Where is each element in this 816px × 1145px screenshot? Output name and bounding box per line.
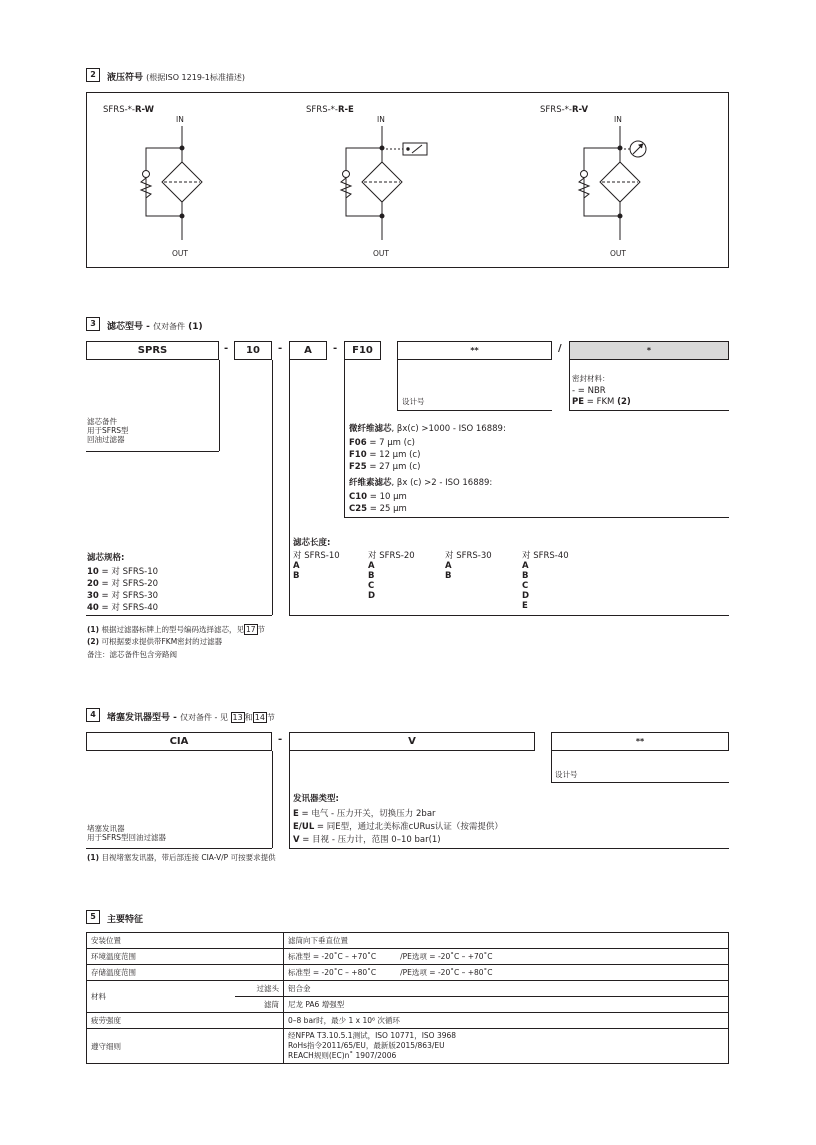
text-span: SFRS-*-: [103, 105, 135, 115]
section-number: 2: [86, 68, 100, 82]
main-features-table: [86, 932, 729, 1064]
bracket-line: [551, 782, 729, 783]
section-number: 5: [86, 910, 100, 924]
bracket-line: [289, 615, 729, 616]
text-span: B: [445, 571, 452, 581]
text-span: 17: [245, 625, 256, 634]
footnote-ref: (1): [188, 322, 203, 332]
spare-element-desc: [87, 417, 129, 444]
seal-option-nbr: - = NBR: [572, 386, 606, 396]
text-span: C25: [349, 504, 368, 514]
text-span: E: [522, 601, 528, 611]
seal-option-fkm: [572, 397, 631, 407]
code-length: A: [289, 341, 327, 360]
code-design: **: [551, 732, 729, 751]
row-value: 0–8 bar时，最少 1 x 10⁶ 次循环: [284, 1013, 729, 1029]
design-number-label: 设计号: [555, 770, 578, 779]
length-col-10: [293, 551, 340, 581]
text-span: , βx (c) >2 - ISO 16889:: [391, 478, 493, 488]
text-span: 回油过滤器: [87, 435, 125, 444]
text-span: 用于SFRS型: [87, 426, 129, 435]
list-item: [87, 566, 158, 578]
out-label: OUT: [172, 249, 188, 258]
section3-notes: [87, 624, 265, 661]
text-span: B: [293, 571, 300, 581]
text-span: 标准型 = -20˚C – +70˚C: [288, 952, 377, 961]
list-item: [87, 590, 158, 602]
text-span: 堵塞发讯器型号 -: [107, 713, 181, 723]
list-item: [293, 821, 503, 834]
out-label: OUT: [373, 249, 389, 258]
subtitle-text: 仅对备件: [153, 322, 186, 331]
text-span: (2): [87, 637, 100, 646]
text-span: = 同E型，通过北美标准cURus认证（按需提供）: [314, 822, 503, 832]
code-size: 10: [234, 341, 272, 360]
text-span: A: [445, 561, 452, 571]
text-span: SFRS-*-: [540, 105, 572, 115]
text-span: 用于SFRS型回油过滤器: [87, 833, 167, 842]
section4-note: [87, 853, 276, 862]
bracket-line: [272, 360, 273, 615]
table-row: [87, 949, 729, 965]
text-span: = 10 μm: [367, 492, 407, 502]
bracket-line: [86, 848, 272, 849]
cellulose-title: [349, 478, 492, 488]
microfibre-list: [349, 437, 420, 473]
in-label: IN: [176, 115, 184, 124]
list-item: [87, 602, 158, 614]
row-value: [284, 949, 729, 965]
text-span: = 12 μm (c): [366, 450, 421, 460]
text-span: = 对 SFRS-10: [98, 567, 159, 577]
text-span: A: [522, 561, 529, 571]
bracket-line: [86, 615, 272, 616]
text-span: = 27 μm (c): [366, 462, 421, 472]
row-sublabel: 滤筒: [235, 997, 284, 1013]
text-span: 滤芯备件: [87, 417, 117, 426]
text-span: = 对 SFRS-40: [98, 603, 159, 613]
text-span: = 25 μm: [367, 504, 407, 514]
bracket-line: [551, 751, 552, 782]
text-span: = 7 μm (c): [366, 438, 415, 448]
code-cia: CIA: [86, 732, 272, 751]
text-span: 30: [87, 591, 99, 601]
text-span: /PE选项 = -20˚C – +80˚C: [400, 968, 493, 977]
bracket-line: [344, 517, 729, 518]
text-span: 备注：滤芯备件包含旁路阀: [87, 650, 177, 659]
text-span: 根据过滤器标牌上的型号编码选择滤芯，见: [99, 625, 244, 634]
text-span: 可根据要求提供带FKM密封的过滤器: [99, 637, 223, 646]
bracket-line: [397, 360, 398, 410]
filter-symbol-rv: [579, 126, 646, 240]
title-text: 液压符号: [107, 73, 144, 83]
subtitle-text: (根据ISO 1219-1标准描述): [146, 73, 246, 82]
text-span: 堵塞发讯器: [87, 824, 125, 833]
code-sprs: SPRS: [86, 341, 219, 360]
length-col-30: [445, 551, 492, 581]
list-item: [293, 834, 503, 847]
row-label: 存储温度范围: [87, 965, 284, 981]
text-span: E: [293, 809, 299, 819]
code-dash: -: [333, 343, 338, 354]
size-title: [87, 553, 124, 563]
row-label: 安装位置: [87, 933, 284, 949]
text-span: 对 SFRS-10: [293, 551, 340, 561]
text-span: A: [293, 561, 300, 571]
code-filter-media: F10: [344, 341, 381, 360]
bracket-line: [219, 360, 220, 451]
row-sublabel: 过滤头: [235, 981, 284, 997]
text-span: /PE选项 = -20˚C – +70˚C: [400, 952, 493, 961]
text-span: R-E: [337, 105, 354, 115]
text-span: 滤芯规格:: [87, 553, 125, 563]
text-span: 滤芯长度:: [293, 538, 331, 548]
table-row: [87, 1013, 729, 1029]
bracket-line: [569, 360, 570, 410]
in-label: IN: [377, 115, 385, 124]
filter-symbol-rw: [141, 126, 202, 240]
text-span: = 电气 - 压力开关，切换压力 2bar: [298, 809, 436, 819]
length-col-20: [368, 551, 415, 601]
bracket-line: [289, 360, 290, 615]
table-row: [87, 981, 729, 997]
text-span: E/UL: [293, 822, 315, 832]
text-span: 40: [87, 603, 99, 613]
row-label: 遵守细则: [87, 1029, 284, 1064]
text-span: 10: [87, 567, 99, 577]
table-row: [87, 1029, 729, 1064]
in-label: IN: [614, 115, 622, 124]
text-span: 13: [232, 713, 243, 722]
text-span: , βx(c) >1000 - ISO 16889:: [391, 424, 506, 434]
text-span: PE: [572, 397, 585, 407]
text-span: 对 SFRS-20: [368, 551, 415, 561]
text-span: R-W: [134, 105, 155, 115]
text-span: A: [368, 561, 375, 571]
list-item: [293, 808, 503, 821]
text-span: 标准型 = -20˚C – +80˚C: [288, 968, 377, 977]
text-span: 20: [87, 579, 99, 589]
table-row: [87, 965, 729, 981]
text-span: SFRS-*-: [306, 105, 338, 115]
list-item: [349, 503, 407, 515]
text-span: C: [522, 581, 529, 591]
title-text: 滤芯型号 -: [107, 322, 154, 332]
text-span: = FKM: [584, 397, 618, 407]
text-span: REACH规则(EC)n˚ 1907/2006: [288, 1051, 397, 1060]
list-item: [349, 491, 407, 503]
list-item: [349, 461, 420, 473]
section-title: 主要特征: [107, 915, 144, 925]
text-span: 目视堵塞发讯器，带后部连接 CIA-V/P 可按要求提供: [99, 853, 276, 862]
text-span: F06: [349, 438, 367, 448]
microfibre-title: [349, 424, 506, 434]
table-row: [87, 933, 729, 949]
text-span: 发讯器类型:: [293, 794, 339, 804]
text-span: 微纤维滤芯: [349, 424, 392, 434]
code-design: **: [397, 341, 552, 360]
text-span: (1): [87, 853, 100, 862]
text-span: D: [522, 591, 530, 601]
code-dash: -: [224, 343, 229, 354]
text-span: R-V: [571, 105, 589, 115]
text-span: = 目视 - 压力计，范围 0–10 bar(1): [299, 835, 441, 845]
bracket-line: [569, 410, 729, 411]
row-value: 尼龙 PA6 增强型: [284, 997, 729, 1013]
row-label: 疲劳强度: [87, 1013, 284, 1029]
code-seal: *: [569, 341, 729, 360]
text-span: D: [368, 591, 376, 601]
row-value: 铝合金: [284, 981, 729, 997]
code-dash: -: [278, 734, 283, 745]
text-span: 节: [266, 713, 275, 722]
section-title: [107, 319, 203, 332]
code-indicator-type: V: [289, 732, 535, 751]
seal-material-title: 密封材料：: [572, 374, 610, 383]
indicator-type-title: [293, 794, 339, 804]
code-dash: -: [278, 343, 283, 354]
text-span: 和: [244, 713, 253, 722]
text-span: 14: [254, 713, 265, 722]
bracket-line: [289, 848, 729, 849]
size-list: [87, 566, 158, 614]
bracket-line: [86, 451, 219, 452]
indicator-type-list: [293, 808, 503, 847]
row-label: 环境温度范围: [87, 949, 284, 965]
text-span: 节: [257, 625, 266, 634]
text-span: 对 SFRS-30: [445, 551, 492, 561]
text-span: V: [293, 835, 300, 845]
hydraulic-symbols-drawing: [0, 0, 816, 300]
text-span: 对 SFRS-40: [522, 551, 569, 561]
text-span: (1): [87, 625, 100, 634]
row-label: 材料: [87, 981, 236, 1013]
list-item: [349, 437, 420, 449]
out-label: OUT: [610, 249, 626, 258]
bracket-line: [272, 751, 273, 848]
bracket-line: [289, 751, 290, 848]
row-value: [284, 1029, 729, 1064]
text-span: = 对 SFRS-30: [98, 591, 159, 601]
design-number-label: 设计号: [402, 397, 425, 406]
bracket-line: [344, 360, 345, 517]
row-value: [284, 965, 729, 981]
text-span: = 对 SFRS-20: [98, 579, 159, 589]
length-title: [293, 538, 330, 548]
text-span: B: [522, 571, 529, 581]
section-number: 3: [86, 317, 100, 331]
text-span: RoHs指令2011/65/EU，最新版2015/863/EU: [288, 1041, 445, 1050]
list-item: [87, 578, 158, 590]
list-item: [349, 449, 420, 461]
text-span: 仅对备件 - 见: [180, 713, 228, 722]
text-span: C: [368, 581, 375, 591]
length-col-40: [522, 551, 569, 611]
indicator-desc: [87, 824, 166, 842]
text-span: (2): [617, 397, 631, 407]
section-title: [107, 710, 275, 723]
text-span: 纤维素滤芯: [349, 478, 392, 488]
text-span: 经NFPA T3.10.5.1测试，ISO 10771，ISO 3968: [288, 1031, 457, 1040]
text-span: F25: [349, 462, 367, 472]
bracket-line: [397, 410, 552, 411]
text-span: B: [368, 571, 375, 581]
filter-symbol-re: [341, 126, 427, 240]
text-span: C10: [349, 492, 368, 502]
row-value: 滤筒向下垂直位置: [284, 933, 729, 949]
code-slash: /: [558, 343, 562, 354]
text-span: F10: [349, 450, 367, 460]
cellulose-list: [349, 491, 407, 515]
section-number: 4: [86, 708, 100, 722]
